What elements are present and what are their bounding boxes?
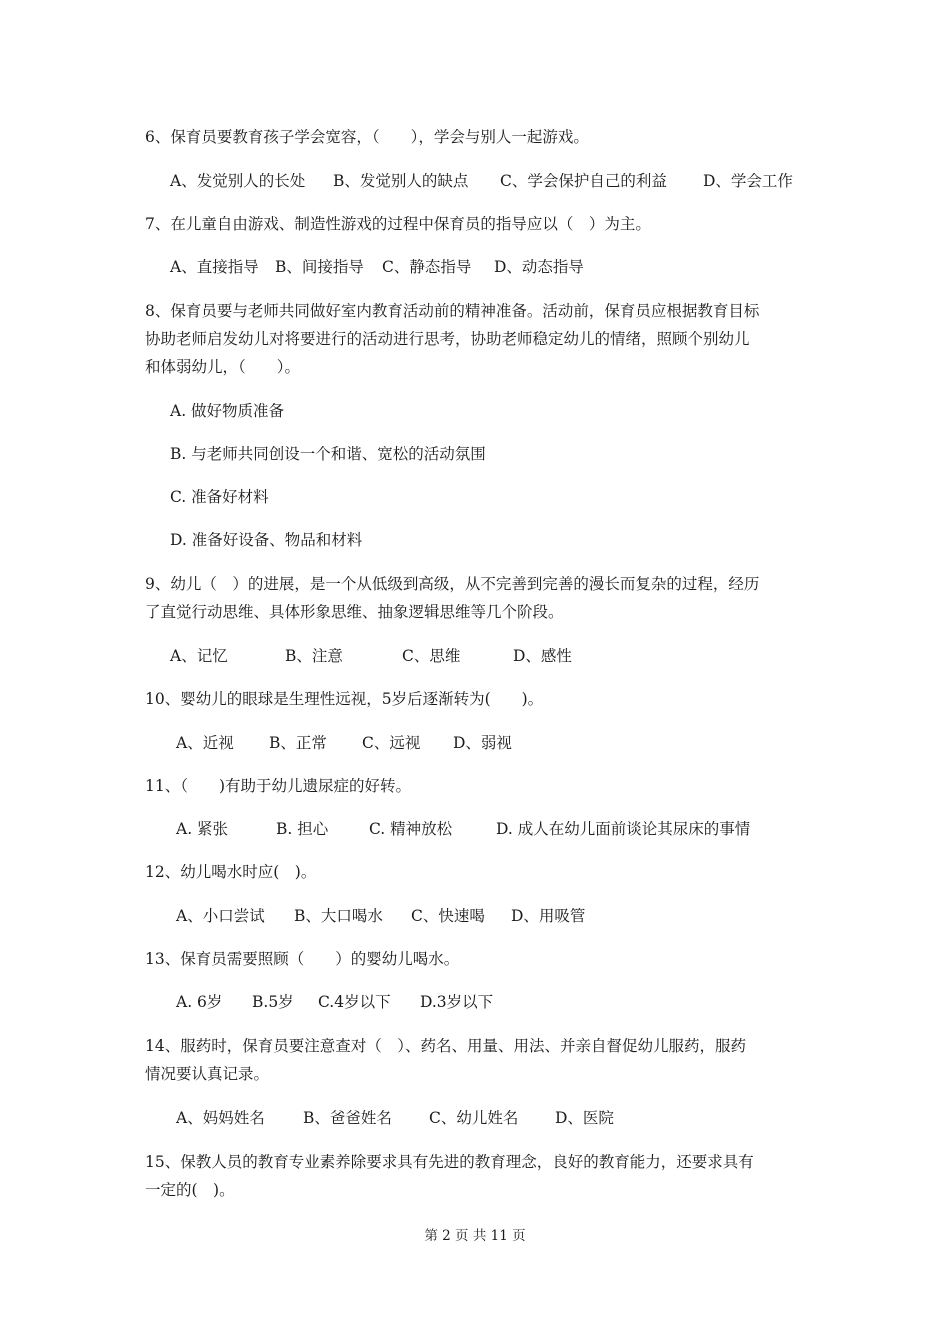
question-11-options (176, 819, 750, 839)
question-14-option-c: C、幼儿姓名 (429, 1109, 519, 1127)
question-8-text-line-1: 8、保育员要与老师共同做好室内教育活动前的精神准备。活动前，保育员应根据教育目标 (145, 302, 760, 320)
question-14-text-line-1: 14、服药时，保育员要注意查对（ ）、药名、用量、用法、并亲自督促幼儿服药，服药 (145, 1037, 746, 1055)
question-12-option-a: A、小口尝试 (176, 907, 265, 925)
question-13-option-a: A. 6岁 (176, 993, 223, 1011)
question-10-option-d: D、弱视 (453, 734, 512, 752)
question-6-option-c: C、学会保护自己的利益 (500, 172, 667, 190)
page-number-footer: 第 2 页 共 11 页 (424, 1228, 526, 1244)
question-14-text-line-2: 情况要认真记录。 (145, 1065, 270, 1083)
question-10-option-c: C、远视 (362, 734, 421, 752)
question-8-option-a: A. 做好物质准备 (170, 402, 285, 420)
question-9-option-a: A、记忆 (170, 647, 228, 665)
question-12-option-d: D、用吸管 (511, 907, 586, 925)
question-13-option-c: C.4岁以下 (318, 993, 391, 1011)
question-14-option-b: B、爸爸姓名 (303, 1109, 392, 1127)
question-9-option-c: C、思维 (402, 647, 461, 665)
question-9-text-line-1: 9、幼儿（ ）的进展，是一个从低级到高级，从不完善到完善的漫长而复杂的过程，经历 (145, 575, 760, 593)
question-6-option-d: D、学会工作 (703, 172, 793, 190)
question-7-text: 7、在儿童自由游戏、制造性游戏的过程中保育员的指导应以（ ）为主。 (145, 215, 651, 233)
question-11-option-b: B. 担心 (276, 820, 329, 838)
question-11-text: 11、（ )有助于幼儿遗尿症的好转。 (145, 777, 412, 795)
question-11-option-a: A. 紧张 (176, 820, 229, 838)
question-10-options (176, 733, 512, 753)
question-7-option-d: D、动态指导 (494, 258, 584, 276)
question-11-option-c: C. 精神放松 (369, 820, 453, 838)
question-9-options (170, 646, 572, 666)
question-7-option-b: B、间接指导 (275, 258, 364, 276)
question-10-option-a: A、近视 (176, 734, 234, 752)
question-6-option-b: B、发觉别人的缺点 (333, 172, 469, 190)
question-6-option-a: A、发觉别人的长处 (170, 172, 306, 190)
question-9-option-d: D、感性 (513, 647, 572, 665)
question-15-text-line-2: 一定的( )。 (145, 1181, 235, 1199)
question-7-option-a: A、直接指导 (170, 258, 259, 276)
question-6-options (170, 171, 793, 191)
question-7-option-c: C、静态指导 (382, 258, 472, 276)
question-12-text: 12、幼儿喝水时应( )。 (145, 863, 317, 881)
question-10-option-b: B、正常 (269, 734, 327, 752)
question-13-text: 13、保育员需要照顾（ ）的婴幼儿喝水。 (145, 950, 460, 968)
question-14-option-a: A、妈妈姓名 (176, 1109, 265, 1127)
question-8-option-d: D. 准备好设备、物品和材料 (170, 531, 363, 549)
question-9-option-b: B、注意 (285, 647, 343, 665)
question-11-option-d: D. 成人在幼儿面前谈论其尿床的事情 (496, 820, 751, 838)
question-12-option-b: B、大口喝水 (294, 907, 383, 925)
question-12-options (176, 906, 585, 926)
question-8-option-b: B. 与老师共同创设一个和谐、宽松的活动氛围 (170, 445, 486, 463)
question-8-text-line-3: 和体弱幼儿，（ ）。 (145, 358, 301, 376)
question-12-option-c: C、快速喝 (411, 907, 485, 925)
question-6-text: 6、保育员要教育孩子学会宽容，（ ），学会与别人一起游戏。 (145, 128, 589, 146)
question-7-options (170, 257, 584, 277)
question-14-options (176, 1108, 614, 1128)
question-14-option-d: D、医院 (555, 1109, 614, 1127)
question-9-text-line-2: 了直觉行动思维、具体形象思维、抽象逻辑思维等几个阶段。 (145, 603, 564, 621)
question-10-text: 10、婴幼儿的眼球是生理性远视，5岁后逐渐转为( )。 (145, 690, 544, 708)
question-13-options (176, 992, 493, 1012)
question-13-option-d: D.3岁以下 (420, 993, 494, 1011)
question-15-text-line-1: 15、保教人员的教育专业素养除要求具有先进的教育理念，良好的教育能力，还要求具有 (145, 1153, 754, 1171)
question-8-option-c: C. 准备好材料 (170, 488, 269, 506)
question-13-option-b: B.5岁 (252, 993, 294, 1011)
question-8-text-line-2: 协助老师启发幼儿对将要进行的活动进行思考，协助老师稳定幼儿的情绪，照顾个别幼儿 (145, 330, 750, 348)
